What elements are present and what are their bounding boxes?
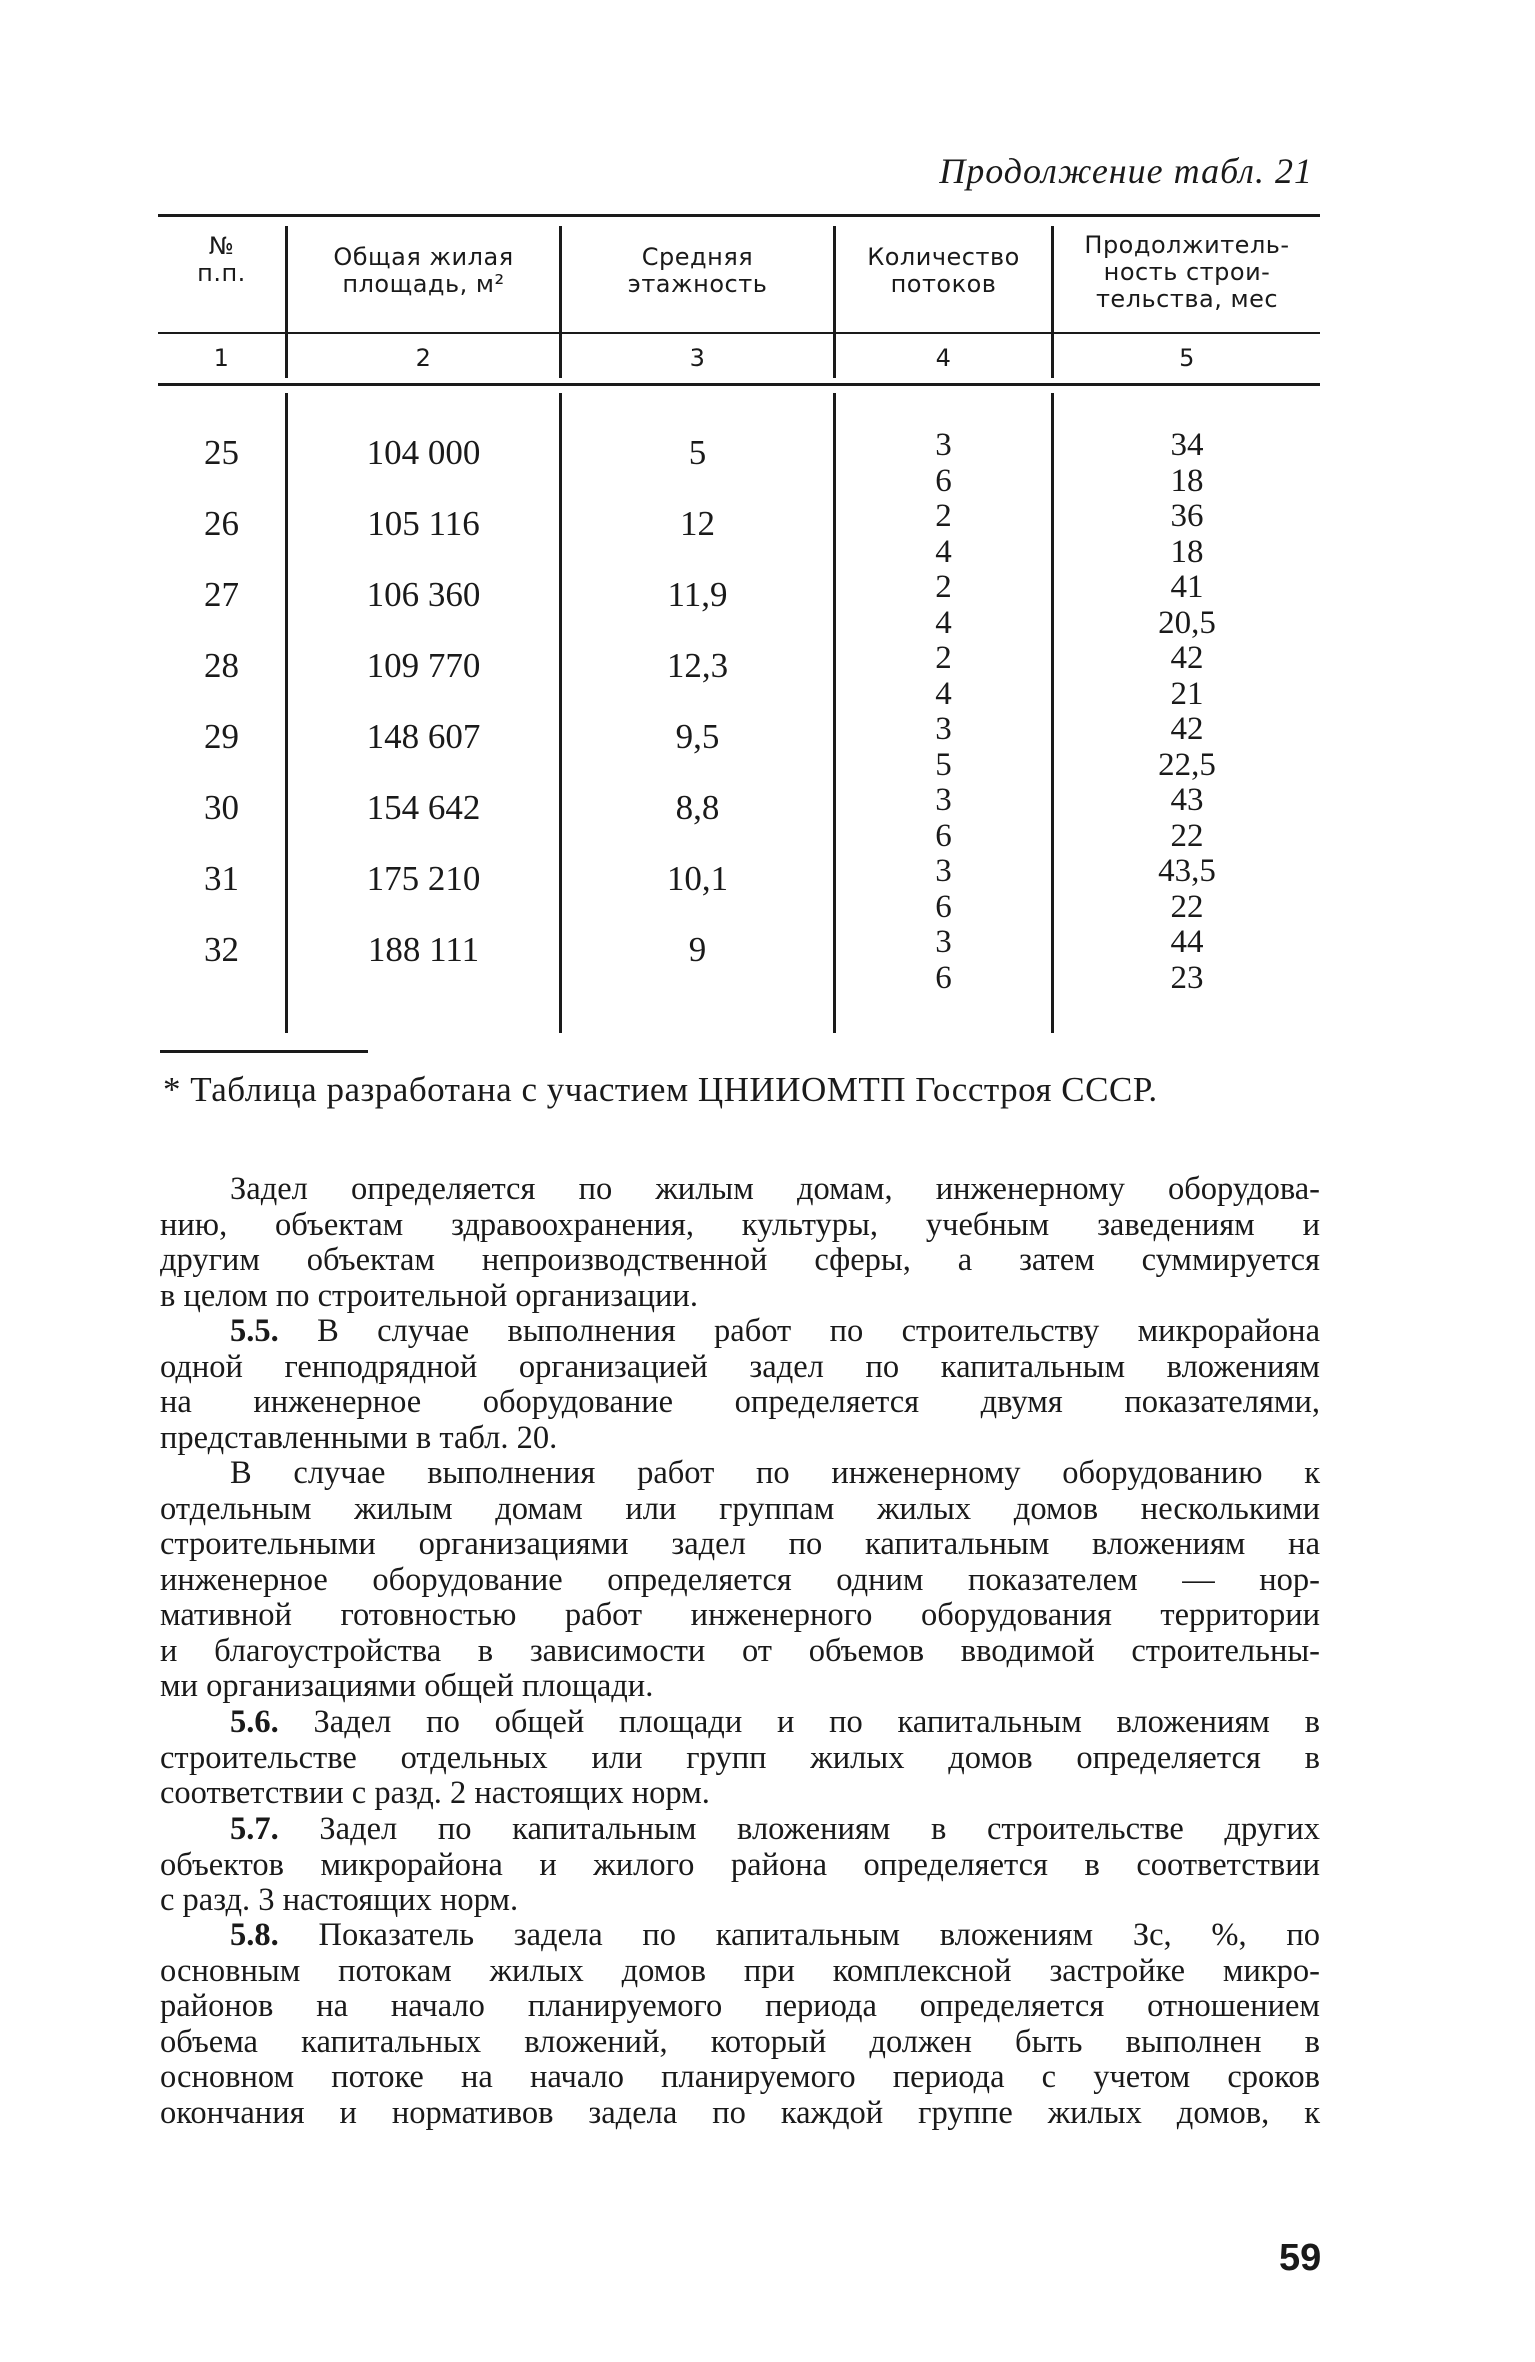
table-cell: 20,5 (1158, 604, 1216, 641)
table-row: 31 (204, 859, 239, 898)
table-cell: 22 (1170, 817, 1204, 854)
footnote-rule (160, 1050, 368, 1053)
table-cell: 34 (1170, 427, 1204, 463)
table-cell: 4 (935, 533, 952, 570)
text-line: отдельным жилым домам или группам жилых домов несколькими (160, 1490, 1320, 1527)
table-cell: 11,9 (667, 575, 728, 614)
table-row: 27 (204, 575, 239, 614)
paragraph-3 (160, 1456, 1320, 1705)
text-line: на инженерное оборудование определяется двумя показателями, (160, 1384, 1320, 1420)
header-cell-floors: Средняя этажность (627, 243, 768, 298)
table-row: 28 (204, 646, 239, 685)
footnote: * Таблица разработана с участием ЦНИИОМТП Госстроя СССР. (163, 1070, 1158, 1109)
table-cell: 3 (935, 711, 952, 747)
table-cell: 188 111 (367, 930, 480, 969)
text-line: строительстве отдельных или групп жилых домов определяется в (160, 1739, 1320, 1776)
paragraph-5-5 (160, 1314, 1320, 1456)
table-cell: 2 (935, 569, 952, 605)
table-cell: 12 (680, 504, 715, 543)
text-line: 5.7. Задел по капитальным вложениям в строительстве других (230, 1811, 1320, 1847)
table-row: 32 (204, 930, 239, 969)
text-line: строительными организациями задел по капитальным вложениям на (160, 1526, 1320, 1562)
text-line: другим объектам непроизводственной сферы, а затем суммируется (160, 1242, 1320, 1278)
column-duration (1054, 428, 1320, 996)
table-cell: 3 (935, 427, 952, 463)
text-line: нию, объектам здравоохранения, культуры, учебным заведениям и (160, 1206, 1320, 1243)
table-row: 30 (204, 788, 239, 827)
text-line: В случае выполнения работ по инженерному оборудованию к (230, 1455, 1320, 1491)
table-cell: 3 (935, 853, 952, 889)
text-line: представленными в табл. 20. (160, 1419, 558, 1456)
table-cell: 4 (935, 604, 952, 641)
table-row: 29 (204, 717, 239, 756)
text-line: с разд. 3 настоящих норм. (160, 1882, 519, 1918)
table-header-rule (158, 332, 1320, 334)
section-number: 5.8. (230, 1917, 279, 1953)
table-cell: 9 (688, 930, 707, 969)
table-cell: 6 (935, 817, 952, 854)
table-cell: 22 (1170, 888, 1204, 925)
text-line: Задел определяется по жилым домам, инженерному оборудова- (230, 1171, 1320, 1207)
table-cell: 42 (1170, 711, 1204, 747)
table-cell: 23 (1170, 959, 1204, 996)
text-line: 5.5. В случае выполнения работ по строительству микрорайона (230, 1313, 1320, 1349)
text-line: ми организациями общей площади. (160, 1668, 654, 1704)
table-cell: 175 210 (366, 859, 481, 898)
table-cell: 36 (1170, 498, 1204, 534)
table-cell: 106 360 (366, 575, 481, 614)
table-cell: 10,1 (666, 859, 729, 898)
table-cell: 44 (1170, 924, 1204, 960)
table-cell: 9,5 (675, 717, 720, 756)
table-row: 25 (204, 433, 239, 472)
table-cell: 4 (935, 675, 952, 712)
table-cell: 2 (935, 498, 952, 534)
text-line: мативной готовностью работ инженерного оборудования территории (160, 1597, 1320, 1633)
column-number: 5 (1179, 344, 1195, 372)
table-colnum-rule (158, 383, 1320, 386)
paragraph-5-7 (160, 1812, 1320, 1919)
table-cell: 18 (1170, 533, 1204, 570)
paragraph-5-8 (160, 1918, 1320, 2131)
table-cell: 2 (935, 640, 952, 676)
table-cell: 5 (688, 433, 707, 472)
header-cell-area: Общая жилая площадь, м² (333, 243, 514, 298)
header-cell-duration: Продолжитель- ность строи- тельства, мес (1084, 231, 1290, 313)
table-cell: 148 607 (366, 717, 481, 756)
column-row-numbers (158, 417, 285, 985)
table-cell: 109 770 (366, 646, 481, 685)
table-cell: 12,3 (666, 646, 729, 685)
table-cell: 6 (935, 462, 952, 499)
table-cell: 3 (935, 924, 952, 960)
table-cell: 41 (1170, 569, 1204, 605)
table-cell: 42 (1170, 640, 1204, 676)
text-line: основным потокам жилых домов при комплексной застройке микро- (160, 1952, 1320, 1989)
table-cell: 18 (1170, 462, 1204, 499)
table-cell: 21 (1170, 675, 1204, 712)
paragraph-1 (160, 1172, 1320, 1314)
paragraph-5-6 (160, 1705, 1320, 1812)
column-number: 3 (689, 344, 706, 372)
table-top-rule (158, 214, 1320, 217)
text-line: объема капитальных вложений, который должен быть выполнен в (160, 2023, 1320, 2060)
table-cell: 3 (935, 782, 952, 818)
table-cell: 6 (935, 888, 952, 925)
table-cell: 104 000 (366, 433, 481, 472)
table-row: 26 (204, 504, 239, 543)
text-line: объектов микрорайона и жилого района определяется в соответствии (160, 1846, 1320, 1883)
text-line: в целом по строительной организации. (160, 1277, 698, 1314)
text-line: районов на начало планируемого периода определяется отношением (160, 1988, 1320, 2024)
text-line: основном потоке на начало планируемого периода с учетом сроков (160, 2059, 1320, 2095)
page-number: 59 (1279, 2237, 1322, 2279)
header-cell-number: № п.п. (197, 232, 246, 287)
header-cell-streams: Количество потоков (867, 243, 1020, 298)
column-floors (562, 417, 833, 985)
section-number: 5.6. (230, 1704, 279, 1740)
column-number: 2 (415, 344, 432, 372)
table-cell: 8,8 (675, 788, 720, 827)
section-number: 5.5. (230, 1313, 279, 1349)
table-cell: 6 (935, 959, 952, 996)
column-number: 1 (213, 344, 230, 372)
table-cell: 43,5 (1158, 853, 1216, 889)
text-line: и благоустройства в зависимости от объемов вводимой строительны- (160, 1632, 1320, 1669)
table-cell: 5 (935, 746, 952, 783)
table-cell: 105 116 (367, 504, 480, 543)
column-number: 4 (935, 344, 952, 372)
table-cell: 22,5 (1158, 746, 1216, 783)
section-number: 5.7. (230, 1811, 279, 1847)
text-line: 5.8. Показатель задела по капитальным вложениям Зс, %, по (230, 1917, 1320, 1953)
text-line: 5.6. Задел по общей площади и по капитальным вложениям в (230, 1704, 1320, 1740)
table-cell: 43 (1170, 782, 1204, 818)
text-line: соответствии с разд. 2 настоящих норм. (160, 1775, 710, 1811)
text-line: окончания и нормативов задела по каждой группе жилых домов, к (160, 2094, 1320, 2131)
column-area (288, 417, 559, 985)
table-cell: 154 642 (366, 788, 481, 827)
continuation-title: Продолжение табл. 21 (939, 151, 1313, 191)
text-line: инженерное оборудование определяется одним показателем — нор- (160, 1561, 1320, 1598)
text-line: одной генподрядной организацией задел по капитальным вложениям (160, 1348, 1320, 1385)
column-streams (836, 428, 1051, 996)
